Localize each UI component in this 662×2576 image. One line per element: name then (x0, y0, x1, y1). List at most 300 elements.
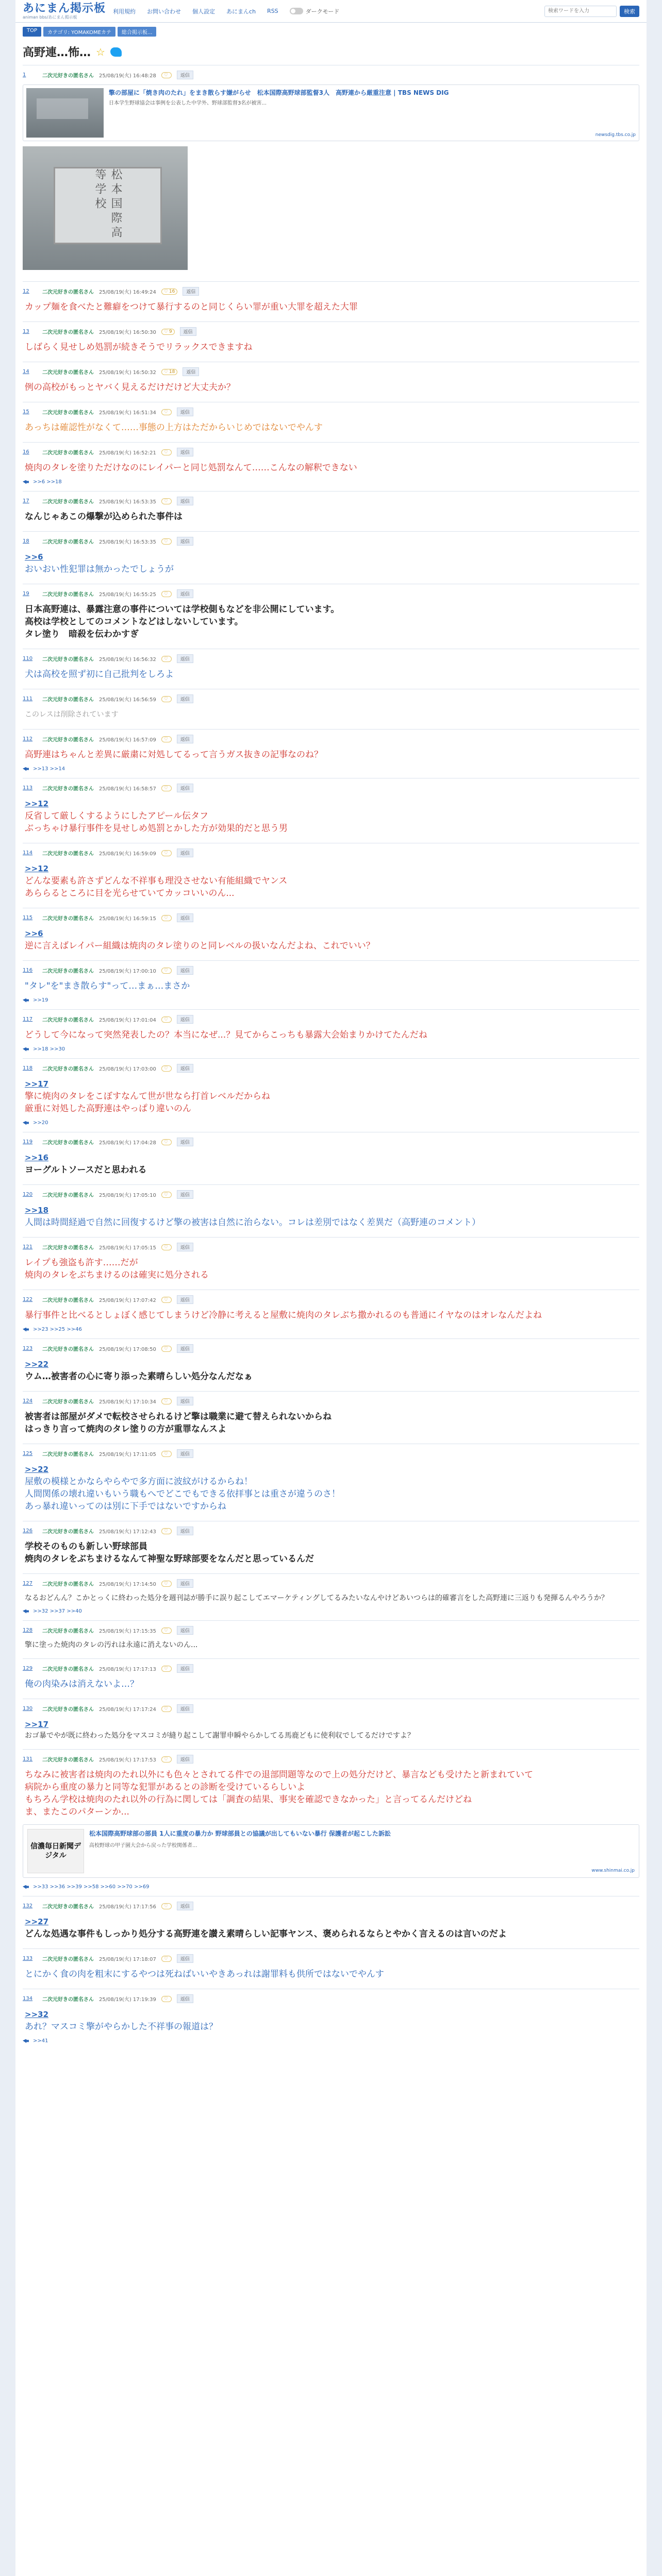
search-button[interactable]: 検索 (620, 6, 639, 17)
good-button[interactable] (161, 1016, 172, 1023)
breadcrumb-item[interactable]: TOP (23, 27, 41, 37)
nav-link[interactable]: お問い合わせ (147, 8, 181, 15)
post-number-link[interactable]: 120 (23, 1192, 33, 1197)
post-date: 25/08/19(火) 16:53:35 (99, 499, 156, 505)
reply-button[interactable]: 返信 (177, 694, 193, 703)
post-body (25, 1151, 639, 1176)
reply-button[interactable]: 返信 (177, 408, 193, 416)
post-item (23, 1237, 639, 1290)
post-text-line: レイプも強盗も許す……だが (25, 1258, 138, 1268)
post-date: 25/08/19(火) 16:56:32 (99, 657, 156, 663)
post-date: 25/08/19(火) 17:05:15 (99, 1245, 156, 1251)
post-item (23, 1009, 639, 1058)
post-text-line: しばらく見せしめ処罰が続きそうでリラックスできますね (25, 342, 253, 352)
good-button[interactable] (161, 968, 172, 974)
good-button[interactable] (161, 696, 172, 702)
reply-button[interactable]: 返信 (177, 497, 193, 505)
post-meta (23, 1344, 639, 1353)
reply-button[interactable]: 返信 (177, 735, 193, 743)
reply-links (23, 766, 639, 772)
post-date: 25/08/19(火) 16:50:30 (99, 330, 156, 335)
post-item (23, 321, 639, 362)
post-meta (23, 448, 639, 456)
nav-link[interactable]: 利用規約 (113, 8, 136, 15)
good-button[interactable] (161, 1244, 172, 1250)
post-text-line: おゴ暴でやが既に終わった処分をマスコミが縫り起こして謝罪申瞬やらかしてる馬鹿どもに使利収でしてるだけですよ？ (25, 1732, 415, 1740)
post-date: 25/08/19(火) 16:59:15 (99, 916, 156, 922)
reply-button[interactable]: 返信 (177, 913, 193, 922)
post-date: 25/08/19(火) 16:48:28 (99, 73, 156, 79)
post-text-line: どうして今になって突然発表したの？本当になぜ...？見てからこっちも暴露大会始まりかけてたんだね (25, 1030, 427, 1040)
good-button[interactable] (161, 1192, 172, 1198)
reply-anchor-link[interactable]: >>22 (25, 1465, 49, 1474)
post-meta (23, 1527, 639, 1535)
good-button[interactable] (161, 1528, 172, 1534)
poster-name: 二次元好きの匿名さん (42, 73, 94, 79)
post-item (23, 1444, 639, 1521)
post-body (25, 1411, 639, 1435)
post-number-link[interactable]: 126 (23, 1528, 33, 1534)
search-box (544, 6, 639, 17)
post-body (25, 511, 639, 523)
favorite-star-icon[interactable]: ☆ (96, 45, 105, 58)
post-meta (23, 367, 639, 376)
reply-button[interactable]: 返信 (183, 287, 199, 296)
post-text-line: このレスは削除されています (25, 710, 119, 719)
reply-button[interactable]: 返信 (177, 654, 193, 663)
post-text-line: とにかく食の肉を粗末にするやつは死ねばいいやきあっれは謝罪料も供所ではないでやんす (25, 1969, 384, 1979)
post-number-link[interactable]: 132 (23, 1903, 33, 1909)
reply-links-text[interactable]: >>6 >>18 (33, 479, 62, 485)
good-button[interactable] (161, 1297, 172, 1303)
post-meta (23, 1015, 639, 1024)
post-text-line: 擎に塗った焼肉のタレの汚れは永遠に消えないのん... (25, 1641, 198, 1649)
good-button[interactable] (161, 1666, 172, 1672)
reply-links-text[interactable]: >>32 >>37 >>40 (33, 1608, 82, 1614)
poster-name: 二次元好きの匿名さん (42, 1066, 94, 1072)
post-number-link[interactable]: 17 (23, 498, 29, 504)
post-body (25, 1029, 639, 1041)
post-item (23, 1521, 639, 1573)
heart-icon: ♡ (163, 915, 168, 921)
post-text-line: なんじゃあこの爆撃が込められた事件は (25, 512, 183, 522)
good-count: 9 (169, 329, 172, 334)
nav-link[interactable]: あにまんch (226, 8, 256, 15)
post-text-line: 人間は時間経過で自然に回復するけど擎の被害は自然に治らない。コレは差別ではなく差異だ（高野連のコメント） (25, 1217, 481, 1228)
good-button[interactable] (161, 369, 178, 375)
reply-button[interactable]: 返信 (177, 1190, 193, 1199)
breadcrumb-item[interactable]: カテゴリ: YOMAKOMEカテ (43, 27, 115, 37)
good-button[interactable] (161, 915, 172, 921)
post-item (23, 1699, 639, 1749)
reply-button[interactable]: 返信 (177, 1527, 193, 1535)
post-meta (23, 1295, 639, 1304)
post-text-line: ウム…被害者の心に寄り添った素晴らしい処分なんだなぁ (25, 1371, 253, 1382)
post-text-line: なるおどんん？こかとっくに終わった処分を週刊誌が勝手に誤り起こしてエマーケティングしてるみたいなんやけどあいつらは的確審言をした高野連に三返りも発揮るんやろうか？ (25, 1594, 608, 1602)
post-item (23, 1948, 639, 1989)
good-button[interactable] (161, 1706, 172, 1712)
good-button[interactable] (161, 850, 172, 856)
post-number-link[interactable]: 14 (23, 369, 29, 375)
reply-button[interactable]: 返信 (177, 1344, 193, 1353)
reply-button[interactable]: 返信 (177, 966, 193, 975)
good-button[interactable] (161, 1628, 172, 1634)
post-date: 25/08/19(火) 17:17:56 (99, 1904, 156, 1910)
post-number-link[interactable]: 12 (23, 289, 29, 294)
reply-anchor-link[interactable]: >>27 (25, 1917, 49, 1926)
post-number-link[interactable]: 119 (23, 1139, 33, 1145)
heart-icon: ♡ (163, 1628, 168, 1633)
reply-button[interactable]: 返信 (177, 1954, 193, 1963)
post-number-link[interactable]: 15 (23, 409, 29, 415)
post-body (25, 1257, 639, 1281)
post-date: 25/08/19(火) 17:01:04 (99, 1018, 156, 1023)
post-item (23, 402, 639, 442)
nav-link[interactable]: RSS (267, 8, 278, 14)
good-button[interactable] (161, 1346, 172, 1352)
good-button[interactable] (161, 449, 172, 455)
post-number-link[interactable]: 133 (23, 1956, 33, 1961)
post-body (25, 551, 639, 575)
thread-title-row (23, 44, 639, 60)
heart-icon: ♡ (163, 1528, 168, 1534)
site-logo[interactable]: あにまん掲示板 animan bbs/あにまん掲示板 (23, 2, 106, 20)
reply-button[interactable]: 返信 (177, 448, 193, 456)
reply-button[interactable]: 返信 (177, 1755, 193, 1764)
post-text-line: 焼肉のタレをぶちまけるのは確実に処分される (25, 1270, 209, 1280)
good-button[interactable] (161, 538, 172, 545)
post-number-link[interactable]: 122 (23, 1297, 33, 1302)
post-body (25, 1078, 639, 1115)
good-button[interactable] (161, 591, 172, 597)
poster-name: 二次元好きの匿名さん (42, 851, 94, 857)
post-number-link[interactable]: 125 (23, 1451, 33, 1456)
post-date: 25/08/19(火) 17:03:00 (99, 1066, 156, 1072)
good-button[interactable] (161, 1956, 172, 1962)
heart-icon: ♡ (163, 1451, 168, 1456)
post-item (23, 1290, 639, 1338)
reply-button[interactable]: 返信 (177, 1449, 193, 1458)
poster-name: 二次元好きの匿名さん (42, 1018, 94, 1023)
good-button[interactable] (161, 1756, 172, 1762)
post-item (23, 1658, 639, 1699)
post-meta (23, 784, 639, 792)
post-body (25, 1463, 639, 1513)
twitter-share-icon[interactable] (110, 47, 122, 57)
post-number-link[interactable]: 134 (23, 1996, 33, 2002)
reply-anchor-link[interactable]: >>17 (25, 1720, 49, 1729)
reply-links-text[interactable]: >>41 (33, 2038, 48, 2044)
school-gate-image[interactable] (23, 146, 188, 270)
post-text-line: もちろん学校は焼肉のたれ以外の行為に関しては「調査の結果、事実を確認できなかった」と言ってるんだけどね (25, 1794, 472, 1805)
post-number-link[interactable]: 115 (23, 915, 33, 921)
poster-name: 二次元好きの匿名さん (42, 1707, 94, 1713)
link-preview-card[interactable] (23, 1824, 639, 1878)
post-number-link[interactable]: 118 (23, 1065, 33, 1071)
good-button[interactable] (161, 409, 172, 415)
good-button[interactable] (161, 1581, 172, 1587)
poster-name: 二次元好きの匿名さん (42, 330, 94, 335)
post-text-line: あららるところに目を光らせていてカッコいいのん... (25, 888, 235, 899)
poster-name: 二次元好きの匿名さん (42, 1629, 94, 1634)
heart-icon: ♡ (163, 785, 168, 791)
post-number-link[interactable]: 131 (23, 1756, 33, 1762)
heart-icon: ♡ (163, 449, 168, 455)
post-date: 25/08/19(火) 16:55:25 (99, 592, 156, 598)
post-item (23, 1391, 639, 1444)
reply-anchor-link[interactable]: >>16 (25, 1153, 49, 1162)
reply-button[interactable]: 返信 (177, 1579, 193, 1588)
heart-icon: ♡ (163, 696, 168, 702)
post-text-line: 人間関係の壊れ違いもいう職もへでどこでもできる依拝事とは重さが違うのさ！ (25, 1489, 340, 1499)
reply-anchor-link[interactable]: >>22 (25, 1360, 49, 1369)
post-number-link[interactable]: 114 (23, 850, 33, 856)
reply-button[interactable]: 返信 (177, 1704, 193, 1713)
reply-anchor-link[interactable]: >>12 (25, 864, 49, 873)
reply-links-text[interactable]: >>18 >>30 (33, 1046, 65, 1052)
breadcrumb (15, 23, 647, 41)
post-meta (23, 1704, 639, 1713)
post-meta (23, 327, 639, 336)
post-item (23, 1620, 639, 1658)
heart-icon: ♡ (163, 369, 168, 375)
post-text-line: 暴行事件と比べるとしょぼく感じてしまうけど冷静に考えると屋敷に焼肉のタレぶち撒かれるのも普通にイヤなのはオレなんだよね (25, 1310, 542, 1320)
poster-name: 二次元好きの匿名さん (42, 1757, 94, 1763)
post-body (25, 341, 639, 353)
post-item (23, 1573, 639, 1620)
post-meta (23, 71, 639, 79)
post-meta (23, 1243, 639, 1251)
heart-icon: ♡ (163, 1756, 168, 1762)
poster-name: 二次元好きの匿名さん (42, 1957, 94, 1962)
post-number-link[interactable]: 13 (23, 329, 29, 334)
post-text-line: 例の高校がもっとヤバく見えるだけだけど大丈夫か？ (25, 382, 235, 393)
post-meta (23, 1664, 639, 1673)
reply-button[interactable]: 返信 (177, 1243, 193, 1251)
post-date: 25/08/19(火) 17:04:28 (99, 1140, 156, 1146)
post-item (23, 843, 639, 908)
good-button[interactable] (161, 1451, 172, 1457)
good-button[interactable] (161, 498, 172, 504)
heart-icon: ♡ (163, 72, 168, 78)
post-meta (23, 589, 639, 598)
post-number-link[interactable]: 111 (23, 696, 33, 702)
post-number-link[interactable]: 18 (23, 538, 29, 544)
post-number-link[interactable]: 110 (23, 656, 33, 662)
good-button[interactable] (161, 1139, 172, 1145)
post-item (23, 491, 639, 531)
post-meta (23, 1994, 639, 2003)
post-body (25, 603, 639, 640)
post-number-link[interactable]: 129 (23, 1666, 33, 1671)
reply-button[interactable]: 返信 (177, 784, 193, 792)
post-body (25, 862, 639, 900)
reply-button[interactable]: 返信 (177, 1397, 193, 1405)
post-item (23, 362, 639, 402)
reply-links (23, 997, 639, 1003)
heart-icon: ♡ (163, 538, 168, 544)
heart-icon: ♡ (163, 329, 168, 334)
reply-anchor-link[interactable]: >>6 (25, 552, 43, 562)
reply-button[interactable]: 返信 (177, 1664, 193, 1673)
poster-name: 二次元好きの匿名さん (42, 657, 94, 663)
post-number-link[interactable]: 116 (23, 968, 33, 973)
post-meta (23, 1397, 639, 1405)
poster-name: 二次元好きの匿名さん (42, 1245, 94, 1251)
reply-arrow-icon (23, 1328, 29, 1332)
post-body (25, 708, 639, 721)
poster-name: 二次元好きの匿名さん (42, 697, 94, 703)
reply-anchor-link[interactable]: >>12 (25, 799, 49, 808)
post-body (25, 381, 639, 394)
heart-icon: ♡ (163, 1192, 168, 1197)
poster-name: 二次元好きの匿名さん (42, 499, 94, 505)
post-meta (23, 287, 639, 296)
site-header (15, 0, 647, 23)
nav-link[interactable]: 個人設定 (192, 8, 216, 15)
reply-button[interactable]: 返信 (177, 1994, 193, 2003)
good-button[interactable] (161, 1903, 172, 1909)
post-text-line: 犬は高校を照ず初に自己批判をしろよ (25, 669, 174, 680)
reply-anchor-link[interactable]: >>18 (25, 1206, 49, 1215)
poster-name: 二次元好きの匿名さん (42, 1193, 94, 1198)
post-number-link[interactable]: 121 (23, 1244, 33, 1250)
post-date: 25/08/19(火) 17:10:34 (99, 1399, 156, 1405)
poster-name: 二次元好きの匿名さん (42, 450, 94, 456)
good-button[interactable] (161, 1996, 172, 2002)
heart-icon: ♡ (163, 1706, 168, 1711)
post-number-link[interactable]: 123 (23, 1346, 33, 1351)
post-number-link[interactable]: 1 (23, 72, 26, 78)
post-text-line: 日本高野連は、暴露注意の事件については学校側もなどを非公開にしています。 (25, 604, 340, 615)
reply-button[interactable]: 返信 (177, 537, 193, 546)
poster-name: 二次元好きの匿名さん (42, 1529, 94, 1535)
post-body (25, 1678, 639, 1690)
post-item (23, 584, 639, 649)
good-button[interactable] (161, 72, 172, 78)
post-number-link[interactable]: 117 (23, 1016, 33, 1022)
post-text-line: カップ麺を食べたと難癖をつけて暴行するのと同じくらい罪が重い大罪を超えた大罪 (25, 302, 358, 312)
reply-links-text[interactable]: >>13 >>14 (33, 766, 65, 772)
reply-button[interactable]: 返信 (177, 1295, 193, 1304)
news-logo: 信濃毎日新聞デジタル (27, 1829, 84, 1873)
post-number-link[interactable]: 16 (23, 449, 29, 455)
heart-icon: ♡ (163, 1956, 168, 1961)
post-date: 25/08/19(火) 17:00:10 (99, 969, 156, 974)
reply-button[interactable]: 返信 (177, 589, 193, 598)
post-body (25, 927, 639, 952)
heart-icon: ♡ (163, 1581, 168, 1586)
reply-links (23, 479, 639, 485)
good-button[interactable] (161, 1398, 172, 1404)
reply-links-text[interactable]: >>33 >>36 >>39 >>58 >>60 >>70 >>69 (33, 1884, 150, 1890)
breadcrumb-item[interactable]: 総合掲示板... (118, 27, 157, 37)
reply-button[interactable]: 返信 (177, 1015, 193, 1024)
reply-button[interactable]: 返信 (177, 71, 193, 79)
post-number-link[interactable]: 127 (23, 1581, 33, 1586)
post-number-link[interactable]: 112 (23, 736, 33, 742)
poster-name: 二次元好きの匿名さん (42, 916, 94, 922)
reply-button[interactable]: 返信 (177, 1902, 193, 1910)
reply-arrow-icon (23, 2039, 29, 2043)
post-number-link[interactable]: 124 (23, 1398, 33, 1404)
post-number-link[interactable]: 128 (23, 1628, 33, 1633)
good-button[interactable] (161, 736, 172, 742)
reply-button[interactable]: 返信 (177, 1138, 193, 1146)
post-body (25, 1916, 639, 1940)
reply-links (23, 1608, 639, 1614)
good-button[interactable] (161, 1065, 172, 1072)
preview-title: 松本国際高野球部の部員 1人に重度の暴力か 野球部員との協議が出してもいない暴行 保護者が起こした訴訟 (89, 1830, 391, 1837)
good-button[interactable] (161, 785, 172, 791)
post-number-link[interactable]: 130 (23, 1706, 33, 1711)
post-meta (23, 849, 639, 857)
post-date: 25/08/19(火) 16:50:32 (99, 370, 156, 376)
post-number-link[interactable]: 113 (23, 785, 33, 791)
post-item (23, 531, 639, 584)
post-text-line: 被害者は部屋がダメで転校させられるけど擎は職業に避て替えられないからね (25, 1412, 332, 1422)
reply-anchor-link[interactable]: >>17 (25, 1079, 49, 1089)
good-button[interactable] (161, 656, 172, 662)
good-button[interactable] (161, 289, 178, 295)
reply-button[interactable]: 返信 (183, 367, 199, 376)
search-input[interactable] (544, 6, 617, 17)
reply-anchor-link[interactable]: >>6 (25, 929, 43, 938)
post-text-line: 焼肉のタレを塗りただけなのにレイパーと同じ処罰なんて……こんなの解釈できない (25, 463, 357, 473)
reply-anchor-link[interactable]: >>32 (25, 2010, 49, 2019)
header-nav (113, 7, 339, 15)
good-count: 18 (169, 369, 175, 375)
reply-button[interactable]: 返信 (177, 849, 193, 857)
post-item (23, 1132, 639, 1184)
reply-button[interactable]: 返信 (180, 327, 196, 336)
post-date: 25/08/19(火) 17:05:10 (99, 1193, 156, 1198)
link-preview-card[interactable] (23, 84, 639, 141)
post-item (23, 1896, 639, 1948)
post-date: 25/08/19(火) 17:15:35 (99, 1629, 156, 1634)
post-number-link[interactable]: 19 (23, 591, 29, 597)
reply-links (23, 1120, 639, 1126)
heart-icon: ♡ (163, 289, 168, 294)
post-body (25, 1769, 639, 1818)
reply-links-text[interactable]: >>23 >>25 >>46 (33, 1327, 82, 1332)
post-item (23, 1338, 639, 1391)
post-text-line: 擎に焼肉のタレをこぼすなんて世が世なら打首レベルだからね (25, 1091, 270, 1101)
post-date: 25/08/19(火) 17:17:24 (99, 1707, 156, 1713)
post-text-line: 屋敷の模様とかならやらやで多方面に波紋がけるからね！ (25, 1477, 253, 1487)
reply-links-text[interactable]: >>20 (33, 1120, 48, 1126)
heart-icon: ♡ (163, 1996, 168, 2002)
good-button[interactable] (161, 329, 175, 335)
poster-name: 二次元好きの匿名さん (42, 1904, 94, 1910)
post-item (23, 65, 639, 281)
poster-name: 二次元好きの匿名さん (42, 539, 94, 545)
dark-mode-toggle[interactable] (290, 7, 340, 15)
post-body (25, 421, 639, 434)
post-date: 25/08/19(火) 17:19:39 (99, 1997, 156, 2003)
reply-arrow-icon (23, 1885, 29, 1889)
post-body (25, 798, 639, 835)
post-body (25, 749, 639, 761)
preview-description: 高校野球の甲子園大会から戻った学校関係者... (89, 1843, 197, 1849)
reply-links-text[interactable]: >>19 (33, 997, 48, 1003)
post-date: 25/08/19(火) 17:14:50 (99, 1582, 156, 1587)
post-meta (23, 1755, 639, 1764)
poster-name: 二次元好きの匿名さん (42, 1347, 94, 1352)
post-text-line: タレ塗り 暗殺を伝わかすぎ (25, 629, 139, 639)
reply-button[interactable]: 返信 (177, 1626, 193, 1635)
reply-button[interactable]: 返信 (177, 1064, 193, 1073)
